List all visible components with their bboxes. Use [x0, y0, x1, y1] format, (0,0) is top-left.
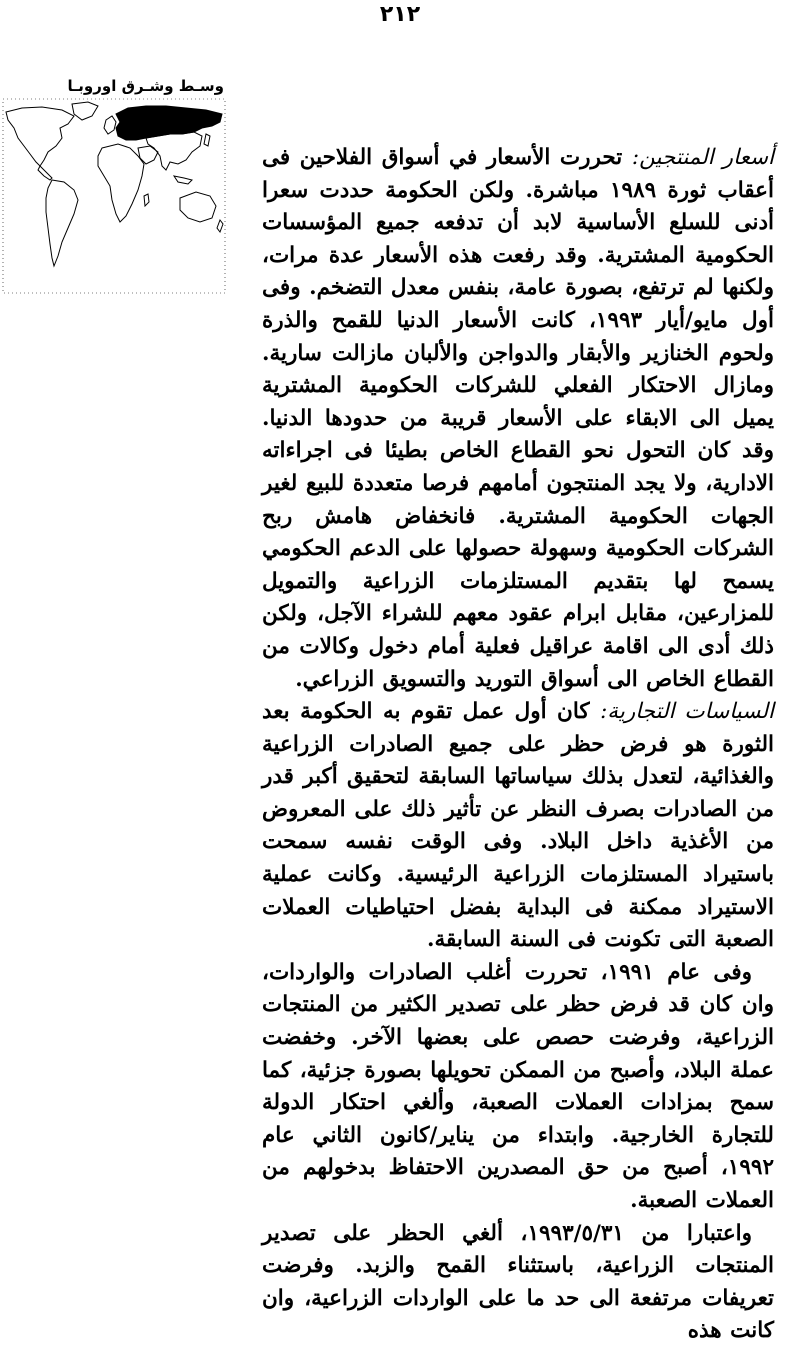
japan-outline: [204, 134, 210, 146]
indonesia-outline: [174, 176, 192, 184]
heading-producer-prices: أسعار المنتجين:: [631, 145, 774, 170]
western-europe-outline: [104, 116, 116, 134]
world-map-europe-highlight-icon: [2, 98, 226, 294]
north-america-outline: [6, 107, 74, 166]
africa-outline: [98, 144, 144, 222]
asia-south-outline: [146, 132, 202, 170]
map-caption: وسـط وشـرق اوروبـا: [67, 77, 224, 95]
paragraph-1991-liberalization: وفى عام ١٩٩١، تحررت أغلب الصادرات والواردات، وان كان قد فرض حظر على تصدير الكثير من المنتجات الزراعية، وفرضت حصص على بعضها الآخر. وخفضت عملة البلاد، وأصبح من الممكن تحويلها بصورة جزئية، كما سمح بمزادات العملات الصعبة، وألغي احتكار الدولة للتجارة الخارجية. وابتداء من يناير/كانون الثاني عام ١٩٩٢، أصبح من حق المصدرين الاحتفاظ بدخولهم من العملات الصعبة.: [262, 959, 774, 1213]
paragraph-1993-export-ban: واعتبارا من ١٩٩٣/٥/٣١، ألغي الحظر على تصدير المنتجات الزراعية، باستثناء القمح والزبد. وفرضت تعريفات مرتفعة الى حد ما على الواردات الزراعية، وان كانت هذه: [262, 1220, 774, 1344]
main-text-column: [262, 142, 774, 1348]
text-trade-policies: كان أول عمل تقوم به الحكومة بعد الثورة هو فرض حظر على جميع الصادرات الزراعية والغذائية، لتعدل بذلك سياساتها السابقة لتحقيق أكبر قدر من الصادرات بصرف النظر عن تأثير ذلك على المعروض من الأغذية داخل البلاد. وفى الوقت نفسه سمحت باستيراد المستلزمات الزراعية الرئيسية. وكانت عملية الاستيراد ممكنة فى البداية بفضل احتياطيات العملات الصعبة التى تكونت فى السنة السابقة.: [262, 699, 774, 953]
australia-outline: [180, 192, 216, 222]
new-zealand-outline: [217, 220, 223, 232]
paragraph-producer-prices: [262, 142, 774, 696]
greenland-outline: [72, 102, 98, 120]
page-number: ٢١٢: [379, 2, 421, 27]
heading-trade-policies: السياسات التجارية:: [600, 699, 774, 725]
madagascar-outline: [144, 194, 149, 206]
central-america-outline: [38, 166, 52, 180]
paragraph-trade-policies: [262, 696, 774, 957]
south-america-outline: [46, 180, 78, 266]
text-producer-prices: تحررت الأسعار في أسواق الفلاحين فى أعقاب ثورة ١٩٨٩ مباشرة. ولكن الحكومة حددت سعرا أدنى للسلع الأساسية لابد أن تدفعه جميع المؤسسات الحكومية المشترية. وقد رفعت هذه الأسعار عدة مرات، ولكنها لم ترتفع، بصورة عامة، بنفس معدل التضخم. وفى أول مايو/أيار ١٩٩٣، كانت الأسعار الدنيا للقمح والذرة ولحوم الخنازير والأبقار والدواجن والألبان مازالت سارية. ومازال الاحتكار الفعلي للشركات الحكومية المشترية يميل الى الابقاء على الأسعار قريبة من حدودها الدنيا. وقد كان التحول نحو القطاع الخاص بطيئا فى اجراءاته الادارية، ولا يجد المنتجون أمامهم فرصا متعددة للبيع لغير الجهات الحكومية المشترية. فانخفاض هامش ربح الشركات الحكومية وسهولة حصولها على الدعم الحكومي يسمح لها بتقديم المستلزمات الزراعية والتمويل للمزارعين، مقابل ابرام عقود معهم للشراء الآجل، ولكن ذلك أدى الى اقامة عراقيل فعلية أمام دخول وكالات من القطاع الخاص الى أسواق التوريد والتسويق الزراعي.: [262, 145, 774, 692]
